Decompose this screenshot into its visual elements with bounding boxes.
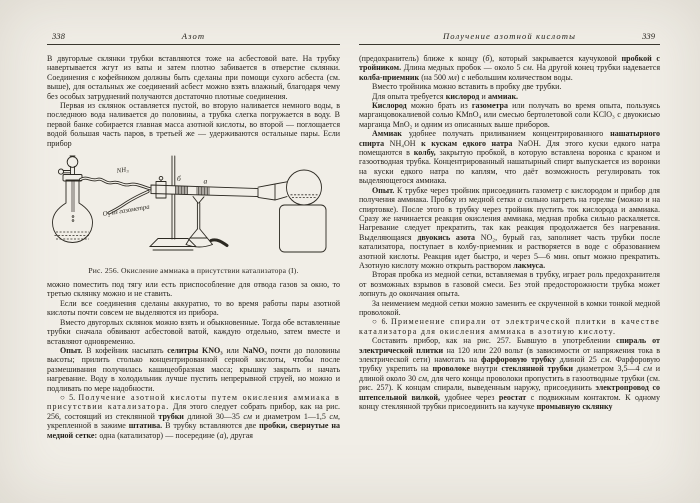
page-header-right xyxy=(359,31,660,45)
page-left xyxy=(47,31,340,440)
text-segment: пробкой с тройником. xyxy=(359,54,660,73)
paragraph xyxy=(47,346,340,393)
text-segment: удобнее получать приливанием концентрированного xyxy=(401,129,611,139)
text-segment: одна (катализатор) — посередине ( xyxy=(97,430,220,440)
text-segment: аммиак. xyxy=(487,91,519,101)
text-segment: В кофейник насыпать xyxy=(82,345,168,355)
support-box xyxy=(280,205,327,252)
paragraph xyxy=(359,101,660,129)
text-segment: промывную склянку xyxy=(536,402,613,412)
text-segment: Первая из склянок оставляется пустой, во вторую наливается немного воды, в последнюю вода наливается до половины, а трубка слегка погружается в воду. В первой банке собирается главная масса азотной кислоты, во второй — поглощается водой большая часть паров, в третьей же — удерживаются остальные пары. Если прибор xyxy=(47,101,340,148)
text-segment: или получать во время опыта, пользуясь марганцовокалиевой солью KMnO₄ или смесью бертолетовой соли KClO₃ с двуокисью марганца MnO₂ и одним из описанных выше приборов. xyxy=(359,101,660,129)
text-segment: фарфоровую трубку xyxy=(481,355,556,364)
running-title-left: Азот xyxy=(181,31,206,41)
stand xyxy=(150,156,196,250)
text-segment: ), другая xyxy=(223,430,253,440)
text-segment: удобнее через xyxy=(440,392,499,402)
text-segment: и xyxy=(479,91,488,101)
paragraph xyxy=(359,82,660,91)
text-segment: и длиной около 30 xyxy=(359,364,660,383)
text-segment: см xyxy=(643,364,652,374)
label-nh3: NH₃ xyxy=(116,166,129,176)
text-segment: на 120 или 220 вольт (в зависимости от напряжения тока в электрической сети) намотать на xyxy=(359,345,660,364)
text-segment: колба-приемник xyxy=(359,72,420,82)
text-column-top xyxy=(47,54,340,148)
text-segment: За неимением медной сетки можно заменить ее скрученной в комки тонкой медной проволокой. xyxy=(359,298,660,317)
text-segment: штатива. xyxy=(128,421,163,431)
text-segment: электропровод со штепсельной вилкой, xyxy=(359,383,660,402)
text-segment: Получение азотной кислоты путем окисления аммиака в присутствии катализатора. xyxy=(47,392,340,412)
page-number-left: 338 xyxy=(52,31,65,41)
text-segment: см xyxy=(329,411,338,421)
text-segment: сильно нагреть на горелке (можно и на спиртовке). После этого в трубку через тройник пустить ток кислорода и аммиака. Сразу же начинается реакция окисления аммиака, медная пробка сильно раскаляется. Нагревание следует прекратить, так как реакция продолжается без нагревания. Выделяющаяся xyxy=(359,195,661,242)
text-segment: Для опыта требуется xyxy=(372,91,446,101)
text-segment: можно поместить под тягу или есть приспособление для отвода газов за окно, то третью склянку можно и не ставить. xyxy=(47,280,340,299)
paragraph xyxy=(359,270,660,298)
paragraph xyxy=(47,299,340,318)
text-segment: пробки, свернутые на медной сетке: xyxy=(47,421,340,440)
figure-256 xyxy=(47,154,340,275)
text-segment: селитры KNO₃ xyxy=(167,345,223,355)
paragraph xyxy=(359,336,660,411)
text-segment: NaOH. Для этого куски едкого натра помещаются в xyxy=(359,138,660,158)
text-column-right xyxy=(359,54,660,411)
paragraph xyxy=(47,318,340,346)
figure-caption: Рис. 256. Окисление аммиака в присутствии катализатора (I). xyxy=(88,266,299,276)
paragraph xyxy=(47,280,340,299)
text-segment: внутри xyxy=(469,364,502,374)
text-segment: (предохранитель) ближе к концу ( xyxy=(359,54,486,63)
text-segment: Кислород xyxy=(372,101,407,111)
paragraph xyxy=(359,186,660,271)
text-segment: Опыт. xyxy=(372,185,395,195)
text-column-bottom xyxy=(47,280,340,440)
text-segment: с подвижным контактом. К одному концу стеклянной трубки присоединить на каучуке xyxy=(359,392,660,412)
label-plug-b: б xyxy=(177,174,181,184)
text-segment: , укрепленной в зажиме xyxy=(47,411,340,431)
text-segment: (на 500 xyxy=(419,72,449,82)
text-segment: мл xyxy=(448,72,457,82)
text-segment: см xyxy=(418,373,428,383)
text-segment: можно брать из xyxy=(406,101,472,111)
text-segment: NH₄OH xyxy=(384,138,422,148)
text-segment: Составить прибор, как на рис. 257. Бывшую в употреблении xyxy=(372,336,617,346)
text-segment: стеклянной трубки xyxy=(501,364,573,374)
text-segment: б xyxy=(485,54,490,63)
text-segment: длиной 30—35 xyxy=(183,411,244,421)
paragraph xyxy=(359,54,660,82)
text-segment: к кускам едкого натра xyxy=(421,138,513,148)
receiver-flask xyxy=(258,170,322,205)
text-segment: длиной 25 xyxy=(555,355,601,364)
paragraph xyxy=(47,101,340,148)
text-segment: проволоке xyxy=(432,364,470,374)
text-segment: ) с небольшим количеством воды. xyxy=(456,72,573,82)
text-segment: NO₂, бурый газ, заполняет часть трубки после катализатора, поступает в колбу-приемник и растворяется в воде с образованием азотной кислоты. Реакция идет быстро, и через 5—6 мин. опыт можно прекратить. Азотную кислоту можно открыть раствором xyxy=(359,232,660,270)
text-segment: ○ 5. xyxy=(60,392,79,402)
text-segment: а xyxy=(219,430,224,440)
running-title-right: Получение азотной кислоты xyxy=(442,31,577,41)
text-segment: и диаметром 1—1,5 xyxy=(252,411,330,421)
burner xyxy=(186,197,227,248)
text-segment: диаметром 3,5—4 xyxy=(572,364,644,374)
text-segment: Для этого следует собрать прибор, как на рис. 256, состоящий из стеклянной xyxy=(47,402,340,421)
text-segment: кислород xyxy=(445,91,480,101)
text-segment: см xyxy=(523,63,532,73)
text-segment: ), который закрывается каучуковой xyxy=(489,54,622,63)
text-segment: нашатырного спирта xyxy=(359,129,660,148)
text-segment: см xyxy=(600,355,610,364)
paragraph xyxy=(47,54,340,101)
text-segment: В двугорлые склянки трубки вставляются тоже на асбестовой вате. На трубку навертывается жгут из ваты и затем плотно забивается в отверстие склянки. Соединения с кофейником должны быть сделаны при помощи сухого асбеста (см. выше), для остальных же соединений асбест можно взять влажный, благодаря чему без особых затруднений получаются достаточно плотные соединения. xyxy=(47,54,340,101)
text-segment: или xyxy=(222,345,243,355)
text-segment: трубки xyxy=(158,411,184,421)
text-segment: ○ 6. xyxy=(372,317,391,327)
text-segment: Применение спирали от электрической плитки в качестве катализатора для окисления аммиака в азотную кислоту. xyxy=(359,317,661,336)
text-segment: закрытую пробкой, в которую вставлена воронка с краном и газоотводная трубка. Концентрированный нашатырный спирт выпускается из воронки на куски едкого натра по каплям, что даёт возможность регулировать ток выделяющегося аммиака. xyxy=(359,148,661,186)
text-segment: Аммиак xyxy=(372,129,402,139)
paragraph xyxy=(359,92,660,101)
text-segment: Вторая пробка из медной сетки, вставляемая в трубку, играет роль предохранителя от возможных взрывов в газовой смеси. Без этой предосторожности трубка может лопнуть до окончания опыта. xyxy=(359,270,660,299)
page-right xyxy=(359,31,660,411)
text-segment: двуокись азота xyxy=(417,232,476,242)
text-segment: , для чего концы проволоки пропустить в газоотводные трубки (см. рис. 257). К концам спирали, выведенным наружу, присоединить xyxy=(359,373,660,393)
text-segment: см xyxy=(243,411,252,421)
text-segment: лакмуса. xyxy=(513,260,546,270)
page-header-left xyxy=(47,31,340,45)
paragraph xyxy=(359,317,660,336)
text-segment: В трубку вставляются две xyxy=(162,421,260,431)
paragraph xyxy=(359,299,660,318)
text-segment: Вместо двугорлых склянок можно взять и обыкновенные. Тогда обе вставленные трубки сначала обвивают асбестовой ватой, каждую отдельно, затем вместе и вставляют одновременно. xyxy=(47,317,340,346)
paragraph xyxy=(47,393,340,440)
text-segment: NaNO₃ xyxy=(242,345,267,355)
text-segment: Опыт. xyxy=(60,345,83,355)
generator-flask xyxy=(53,156,93,243)
text-segment: спираль от электрической плитки xyxy=(359,336,660,355)
text-segment: газометра xyxy=(471,101,508,111)
paragraph xyxy=(359,129,660,185)
page-number-right: 339 xyxy=(642,31,655,41)
text-segment: К трубке через тройник присоединить газометр с кислородом и прибор для получения аммиака. Пробку из медной сетки xyxy=(359,185,660,205)
text-segment: . На другой конец трубки надевается xyxy=(531,63,660,73)
label-o2-from-gasometer: O₂ из газометра xyxy=(102,203,151,219)
text-segment: а xyxy=(517,195,522,205)
text-segment: почти до половины высоты; прилить столько концентрированной серной кислоты, чтобы после размешивания получилась кашицеобразная масса; крышку закрыть и начать нагревание. Воду в холодильник лучше пустить непрерывной струей, но можно и подливать по мере надобности. xyxy=(47,345,340,393)
text-segment: Вместо тройника можно вставить в пробку две трубки. xyxy=(372,82,562,92)
apparatus-illustration xyxy=(47,154,338,256)
text-segment: Длина медных пробок — около 5 xyxy=(401,63,524,73)
text-segment: Если все соединения сделаны аккуратно, то во время работы пары азотной кислоты почти совсем не выделяются из прибора. xyxy=(47,298,340,318)
text-segment: . Фарфоровую трубку укрепить на xyxy=(359,355,660,374)
text-segment: колбу, xyxy=(413,148,436,158)
text-segment: реостат xyxy=(498,392,527,402)
label-plug-a: а xyxy=(203,176,208,186)
